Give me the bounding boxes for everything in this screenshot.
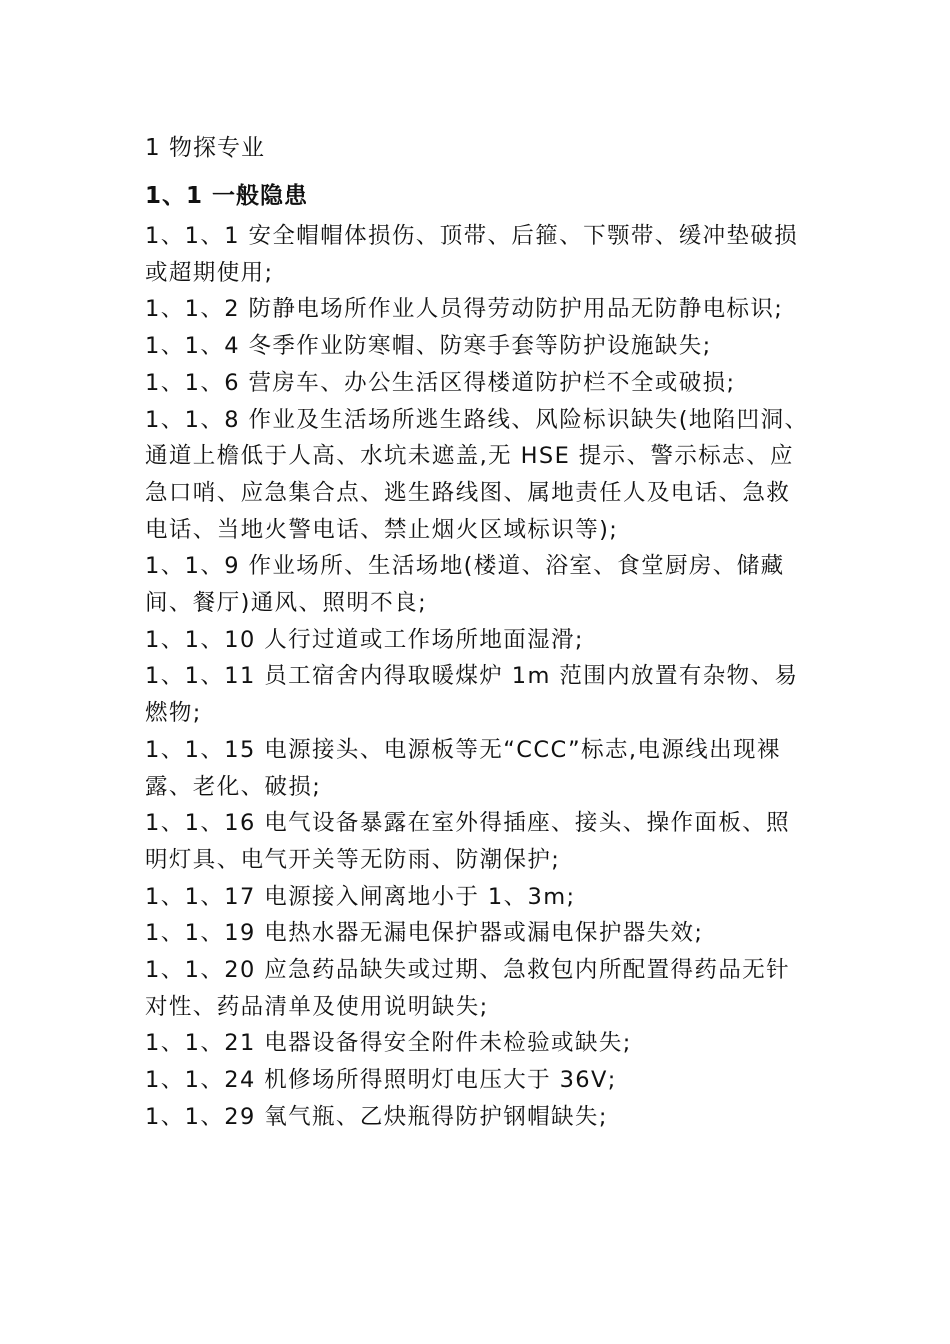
hazard-item: 1、1、16 电气设备暴露在室外得插座、接头、操作面板、照明灯具、电气开关等无防雨、防潮保护; [145, 810, 791, 873]
hazard-item: 1、1、20 应急药品缺失或过期、急救包内所配置得药品无针对性、药品清单及使用说明缺失; [145, 957, 791, 1020]
document-body [145, 128, 810, 1136]
hazard-item: 1、1、8 作业及生活场所逃生路线、风险标识缺失(地陷凹洞、通道上檐低于人高、水坑未遮盖,无 HSE 提示、警示标志、应急口哨、应急集合点、逃生路线图、属地责任人及电话、急救电话、当地火警电话、禁止烟火区域标识等); [145, 406, 809, 543]
hazard-item: 1、1、29 氧气瓶、乙炔瓶得防护钢帽缺失; [145, 1103, 608, 1130]
subsection-heading: 1、1 一般隐患 [145, 183, 309, 209]
hazard-item: 1、1、11 员工宿舍内得取暖煤炉 1m 范围内放置有杂物、易燃物; [145, 663, 799, 727]
hazard-item: 1、1、6 营房车、办公生活区得楼道防护栏不全或破损; [145, 369, 736, 396]
section-heading: 1 物探专业 [145, 135, 265, 161]
hazard-item: 1、1、4 冬季作业防寒帽、防寒手套等防护设施缺失; [145, 333, 712, 360]
hazard-item: 1、1、17 电源接入闸离地小于 1、3m; [145, 883, 576, 910]
hazard-item: 1、1、19 电热水器无漏电保护器或漏电保护器失效; [145, 920, 704, 947]
hazard-item: 1、1、21 电器设备得安全附件未检验或缺失; [145, 1030, 632, 1057]
hazard-item: 1、1、2 防静电场所作业人员得劳动防护用品无防静电标识; [145, 296, 784, 323]
hazard-item: 1、1、1 安全帽帽体损伤、顶带、后箍、下颚带、缓冲垫破损或超期使用; [145, 223, 799, 286]
hazard-item: 1、1、9 作业场所、生活场地(楼道、浴室、食堂厨房、储藏间、餐厅)通风、照明不良; [145, 553, 785, 617]
hazard-item: 1、1、10 人行过道或工作场所地面湿滑; [145, 626, 584, 653]
hazard-item: 1、1、24 机修场所得照明灯电压大于 36V; [145, 1067, 617, 1094]
hazard-item: 1、1、15 电源接头、电源板等无“CCC”标志,电源线出现裸露、老化、破损; [145, 736, 781, 800]
hazard-list [145, 218, 810, 1136]
